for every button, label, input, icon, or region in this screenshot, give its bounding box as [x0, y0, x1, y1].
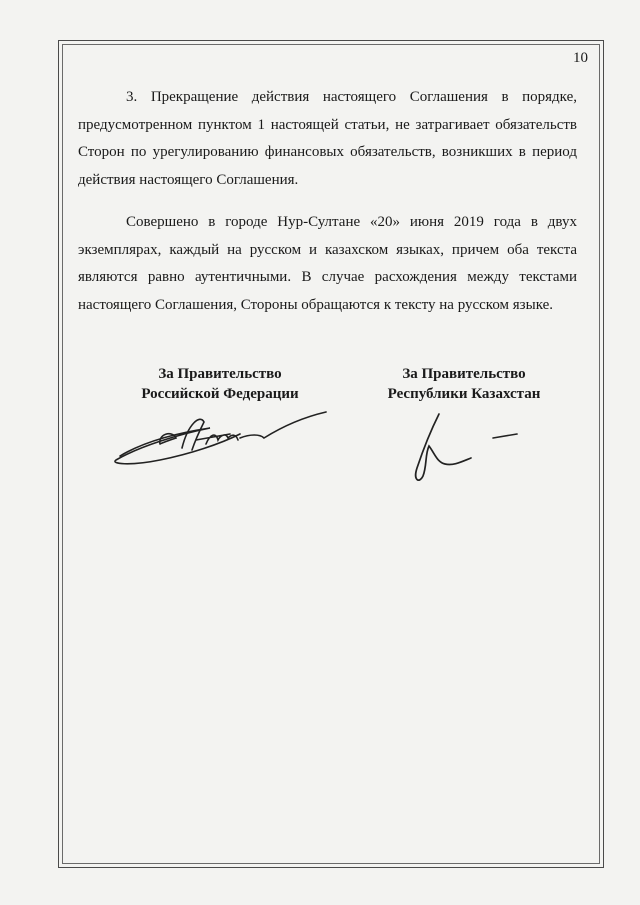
paragraph-termination: 3. Прекращение действия настоящего Соглашения в порядке, предусмотренном пунктом 1 настоящей статьи, не затрагивает обязательств Сторон по урегулированию финансовых обязательств, возникших в период действия настоящего Соглашения. — [78, 89, 577, 188]
signatory-russia-line1: За Правительство — [158, 366, 282, 382]
signature-kazakhstan — [405, 410, 525, 486]
signatory-kazakhstan-line2: Республики Казахстан — [387, 386, 541, 402]
signature-russia — [100, 404, 330, 474]
signatory-kazakhstan-line1: За Правительство — [402, 366, 526, 382]
paragraph-done-at: Совершено в городе Нур-Султане «20» июня 2019 года в двух экземплярах, каждый на русском и казахском языках, причем оба текста являются равно аутентичными. В случае расхождения между текстами настоящего Соглашения, Стороны обращаются к тексту на русском языке. — [78, 214, 577, 313]
signatory-kazakhstan — [354, 364, 574, 404]
signatory-russia-line2: Российской Федерации — [141, 386, 299, 402]
signatory-russia — [110, 364, 330, 404]
page-number: 10 — [573, 50, 588, 66]
